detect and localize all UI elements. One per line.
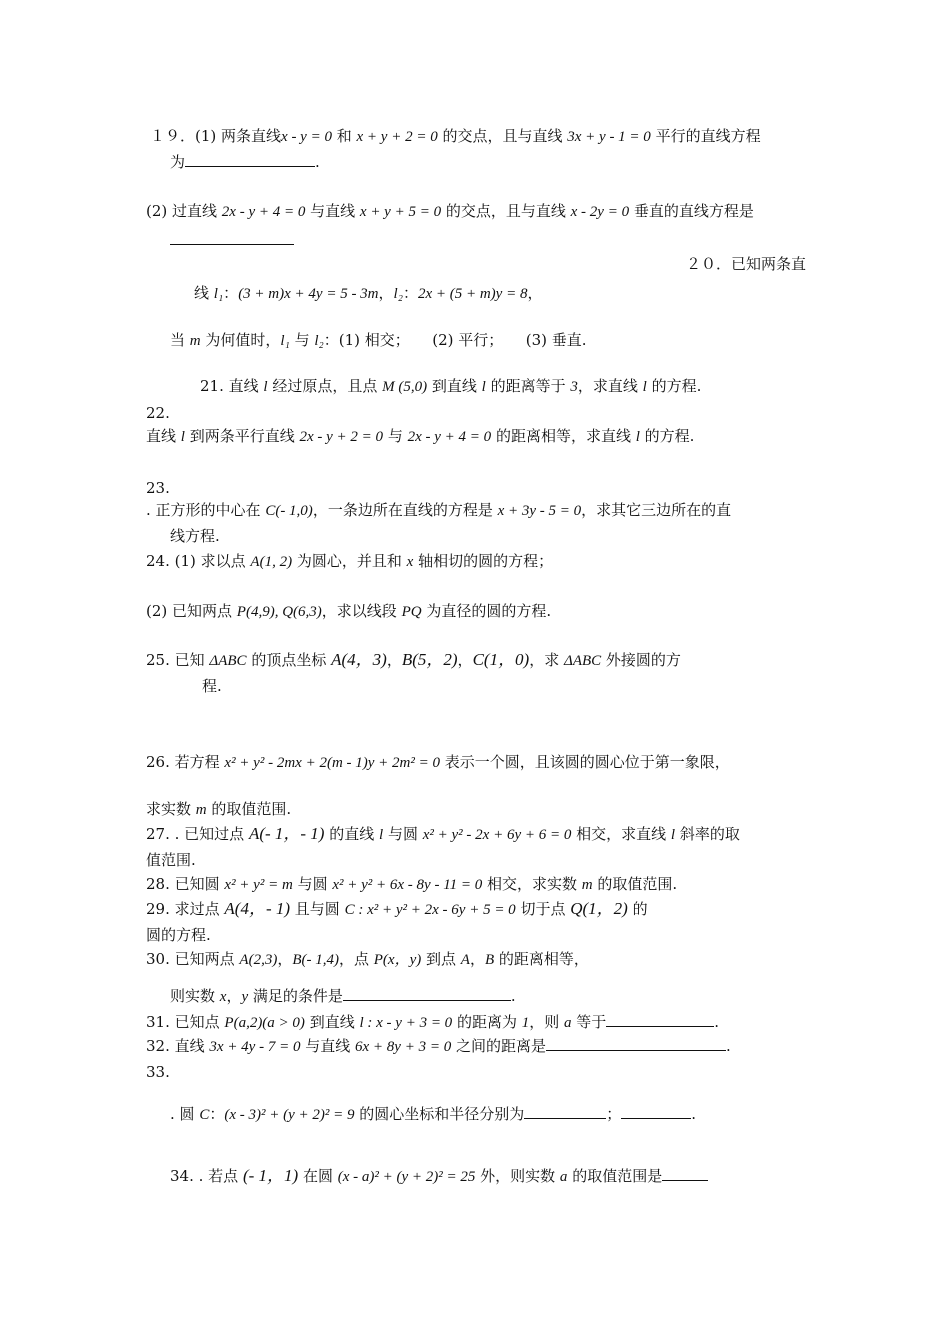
math-expression: B(- 1,4) (292, 952, 339, 968)
math-expression: 2x - y + 4 = 0 (407, 429, 492, 445)
text-run: 的方程. (639, 427, 695, 445)
text-run: 为何值时， (200, 331, 281, 349)
text-run: 的圆心坐标和半径分别为 (354, 1105, 525, 1123)
math-expression: l₁ (213, 286, 224, 302)
answer-blank (621, 1104, 691, 1119)
math-expression: A(2,3) (239, 952, 278, 968)
math-expression: A(1, 2) (250, 554, 293, 570)
math-expression: (x - 3)² + (y + 2)² = 9 (224, 1107, 355, 1123)
text-run: . (714, 1013, 720, 1031)
math-expression: P(x，y) (373, 952, 422, 968)
math-expression: 3x + 4y - 7 = 0 (209, 1039, 301, 1055)
math-expression: B (484, 952, 495, 968)
text-run: 25. 已知 (146, 651, 210, 669)
text-run: ： (223, 284, 239, 302)
question-line-q33-num (146, 1062, 170, 1082)
text-run: 当 (170, 331, 190, 349)
text-run: 33. (146, 1063, 170, 1081)
math-expression: PQ (401, 604, 422, 620)
point-coordinate: A(4，- 1) (224, 899, 291, 918)
text-run: 且与圆 (290, 900, 345, 918)
math-expression: x + y + 5 = 0 (359, 204, 442, 220)
text-run: . 正方形的中心在 (146, 501, 266, 519)
math-expression: 2x + (5 + m)y = 8 (417, 286, 528, 302)
text-run: ， (386, 651, 402, 669)
math-expression: l (635, 429, 640, 445)
math-expression: A (460, 952, 470, 968)
question-line-q30-l1 (146, 949, 589, 970)
text-run: 的距离为 (452, 1013, 522, 1031)
text-run: ， (277, 950, 293, 968)
text-run: 斜率的取 (675, 825, 740, 843)
text-run: 的距离相等，求直线 (491, 427, 636, 445)
math-expression: 3x + y - 1 = 0 (567, 129, 651, 145)
text-run: ， (457, 651, 473, 669)
math-expression: P(a,2)(a > 0) (224, 1015, 305, 1031)
question-line-q33 (170, 1104, 696, 1125)
text-run: ２０．已知两条直 (686, 255, 807, 273)
text-run: 平行的直线方程 (650, 127, 761, 145)
text-run: 的交点，且与直线 (441, 202, 571, 220)
text-run: 线方程. (170, 527, 220, 545)
text-run: ， (378, 284, 394, 302)
question-line-q23-l1 (146, 500, 731, 521)
math-expression: l (642, 379, 647, 395)
text-run: ，一条边所在直线的方程是 (312, 501, 498, 519)
text-run: 到直线 (304, 1013, 360, 1031)
question-line-q32 (146, 1036, 731, 1057)
text-run: 则实数 (170, 987, 220, 1005)
math-expression: x² + y² + 6x - 8y - 11 = 0 (332, 877, 483, 893)
question-line-q22-num (146, 403, 170, 423)
text-run: 的顶点坐标 (246, 651, 332, 669)
math-expression: l₁ (280, 333, 290, 349)
question-line-q23-num (146, 478, 170, 498)
answer-blank (343, 986, 511, 1001)
text-run: ： (402, 284, 418, 302)
text-run: . 圆 (170, 1105, 200, 1123)
math-expression: ΔABC (209, 653, 247, 669)
question-line-q20-l3 (170, 330, 587, 351)
text-run: 和 (331, 127, 357, 145)
text-run: 满足的条件是 (248, 987, 343, 1005)
text-run: １９．(1) 两条直线 (150, 127, 282, 145)
math-expression: x + 3y - 5 = 0 (497, 503, 582, 519)
question-line-q29-l2 (146, 925, 211, 945)
point-coordinate: A(4，3) (331, 650, 387, 669)
text-run: 的距离相等， (494, 950, 589, 968)
math-expression: a (559, 1169, 568, 1185)
text-run: 切于点 (515, 900, 571, 918)
text-run: ， (469, 950, 485, 968)
text-run: 轴相切的圆的方程； (413, 552, 554, 570)
question-line-q19b-l1 (146, 201, 754, 222)
text-run: . (315, 153, 320, 171)
answer-blank (546, 1036, 726, 1051)
math-expression: m (189, 333, 201, 349)
text-run: 31. 已知点 (146, 1013, 225, 1031)
text-run: 的取值范围是 (567, 1167, 663, 1185)
text-run: 的取值范围. (206, 800, 292, 818)
question-line-q26-l2 (146, 799, 291, 820)
question-line-q29-l1 (146, 899, 648, 920)
text-run: 29. 求过点 (146, 900, 225, 918)
math-expression: C(- 1,0) (265, 503, 313, 519)
text-run: ，求 (529, 651, 565, 669)
text-run: 为直径的圆的方程. (421, 602, 552, 620)
text-run: 表示一个圆，且该圆的圆心位于第一象限， (440, 753, 730, 771)
text-run: 26. 若方程 (146, 753, 225, 771)
question-line-q21 (200, 376, 701, 397)
question-line-q34 (170, 1166, 708, 1187)
point-coordinate: A(- 1，- 1) (248, 824, 325, 843)
question-line-q24b (146, 601, 551, 622)
text-run: . (725, 1037, 731, 1055)
math-expression: (x - a)² + (y + 2)² = 25 (337, 1169, 476, 1185)
question-line-q23-l2 (170, 526, 220, 546)
math-expression: ΔABC (564, 653, 602, 669)
text-run: ； (606, 1105, 622, 1123)
answer-blank (170, 230, 294, 245)
math-expression: x (406, 554, 414, 570)
text-run: 相交，求直线 (571, 825, 671, 843)
text-run: 的方程. (646, 377, 702, 395)
point-coordinate: Q(1，2) (570, 899, 628, 918)
text-run: 到点 (421, 950, 461, 968)
text-run: 圆的方程. (146, 926, 211, 944)
text-run: (2) 已知两点 (146, 602, 237, 620)
text-run: 21. 直线 (200, 377, 264, 395)
point-coordinate: (- 1，1) (242, 1166, 299, 1185)
math-expression: P(4,9), Q(6,3) (236, 604, 322, 620)
text-run: ， (226, 987, 242, 1005)
text-run: 相交，求实数 (482, 875, 582, 893)
math-expression: l (481, 379, 486, 395)
math-expression: l : x - y + 3 = 0 (359, 1015, 453, 1031)
math-expression: C (199, 1107, 210, 1123)
math-expression: x (219, 989, 227, 1005)
text-run: 与圆 (383, 825, 423, 843)
text-run: 值范围. (146, 851, 196, 869)
text-run: (2) 过直线 (146, 202, 222, 220)
text-run: 30. 已知两点 (146, 950, 240, 968)
math-expression: x - 2y = 0 (570, 204, 630, 220)
question-line-q26-l1 (146, 752, 730, 773)
math-expression: (3 + m)x + 4y = 5 - 3m (238, 286, 379, 302)
text-run: 22. (146, 404, 170, 422)
text-run: 到两条平行直线 (184, 427, 300, 445)
text-run: ， (527, 284, 543, 302)
text-run: 线 (194, 284, 214, 302)
answer-blank (185, 152, 315, 167)
text-run: 与 (383, 427, 408, 445)
text-run: 与 (289, 331, 315, 349)
question-line-q19b-l2 (170, 230, 294, 250)
question-line-q27-l1 (146, 824, 740, 845)
point-coordinate: C(1，0) (472, 650, 530, 669)
math-expression: C : x² + y² + 2x - 6y + 5 = 0 (344, 902, 516, 918)
math-expression: l₂ (314, 333, 324, 349)
answer-blank (524, 1104, 606, 1119)
text-run: 求实数 (146, 800, 196, 818)
text-run: 之间的距离是 (451, 1037, 546, 1055)
math-expression: 1 (521, 1015, 530, 1031)
answer-blank (606, 1012, 714, 1027)
question-line-q22 (146, 426, 694, 447)
text-run: 为圆心，并且和 (292, 552, 407, 570)
question-line-q27-l2 (146, 850, 196, 870)
question-line-q31 (146, 1012, 719, 1033)
text-run: 与圆 (292, 875, 333, 893)
text-run: ，求直线 (577, 377, 643, 395)
math-expression: m (195, 802, 207, 818)
text-run: 与直线 (300, 1037, 356, 1055)
math-expression: x² + y² - 2mx + 2(m - 1)y + 2m² = 0 (224, 755, 440, 771)
text-run: 的距离等于 (485, 377, 571, 395)
math-expression: 6x + 8y + 3 = 0 (355, 1039, 452, 1055)
text-run: ，则 (529, 1013, 565, 1031)
text-run: 程. (202, 677, 222, 695)
math-expression: y (241, 989, 249, 1005)
text-run: 的 (627, 900, 648, 918)
text-run: ，点 (338, 950, 374, 968)
text-run: ，求其它三边所在的直 (581, 501, 732, 519)
math-expression: 2x - y + 4 = 0 (221, 204, 306, 220)
math-expression: x + y + 2 = 0 (356, 129, 438, 145)
question-line-q19a-l2 (170, 152, 320, 172)
text-run: 的取值范围. (592, 875, 678, 893)
question-line-q20-l1 (686, 254, 806, 274)
question-line-q20-l2 (194, 283, 542, 304)
text-run: 等于 (571, 1013, 607, 1031)
text-run: 的直线 (324, 825, 380, 843)
text-run: 经过原点，且点 (267, 377, 383, 395)
math-expression: x² + y² = m (224, 877, 293, 893)
math-expression: x² + y² - 2x + 6y + 6 = 0 (422, 827, 572, 843)
question-line-q25-l1 (146, 650, 681, 671)
text-run: 外接圆的方 (601, 651, 681, 669)
text-run: ：(1) 相交； (2) 平行； (3) 垂直. (323, 331, 587, 349)
math-expression: a (564, 1015, 572, 1031)
math-expression: l (379, 827, 384, 843)
question-line-q19a-l1 (150, 126, 761, 147)
question-line-q30-l2 (170, 986, 516, 1007)
math-expression: l₂ (393, 286, 403, 302)
text-run: 23. (146, 479, 170, 497)
text-run: 27. . 已知过点 (146, 825, 249, 843)
text-run: 与直线 (305, 202, 360, 220)
point-coordinate: B(5，2) (401, 650, 458, 669)
math-expression: l (670, 827, 676, 843)
text-run: ： (209, 1105, 225, 1123)
text-run: . (691, 1105, 697, 1123)
text-run: 的交点，且与直线 (437, 127, 568, 145)
math-expression: l (263, 379, 268, 395)
question-line-q28 (146, 874, 677, 895)
text-run: 外，则实数 (475, 1167, 560, 1185)
math-expression: M (5,0) (382, 379, 428, 395)
text-run: 到直线 (427, 377, 482, 395)
text-run: . (510, 987, 516, 1005)
text-run: 28. 已知圆 (146, 875, 225, 893)
math-expression: x - y = 0 (281, 129, 332, 145)
answer-blank (662, 1166, 708, 1181)
text-run: ，求以线段 (321, 602, 402, 620)
question-line-q25-l2 (202, 676, 222, 696)
text-run: 直线 (146, 427, 181, 445)
question-line-q24a (146, 551, 553, 572)
math-expression: 3 (570, 379, 578, 395)
text-run: 24. (1) 求以点 (146, 552, 251, 570)
math-expression: l (180, 429, 185, 445)
text-run: 32. 直线 (146, 1037, 210, 1055)
text-run: 垂直的直线方程是 (629, 202, 754, 220)
text-run: 34. . 若点 (170, 1167, 243, 1185)
text-run: 为 (170, 153, 186, 171)
math-expression: 2x - y + 2 = 0 (299, 429, 384, 445)
math-expression: m (581, 877, 593, 893)
text-run: 在圆 (298, 1167, 338, 1185)
